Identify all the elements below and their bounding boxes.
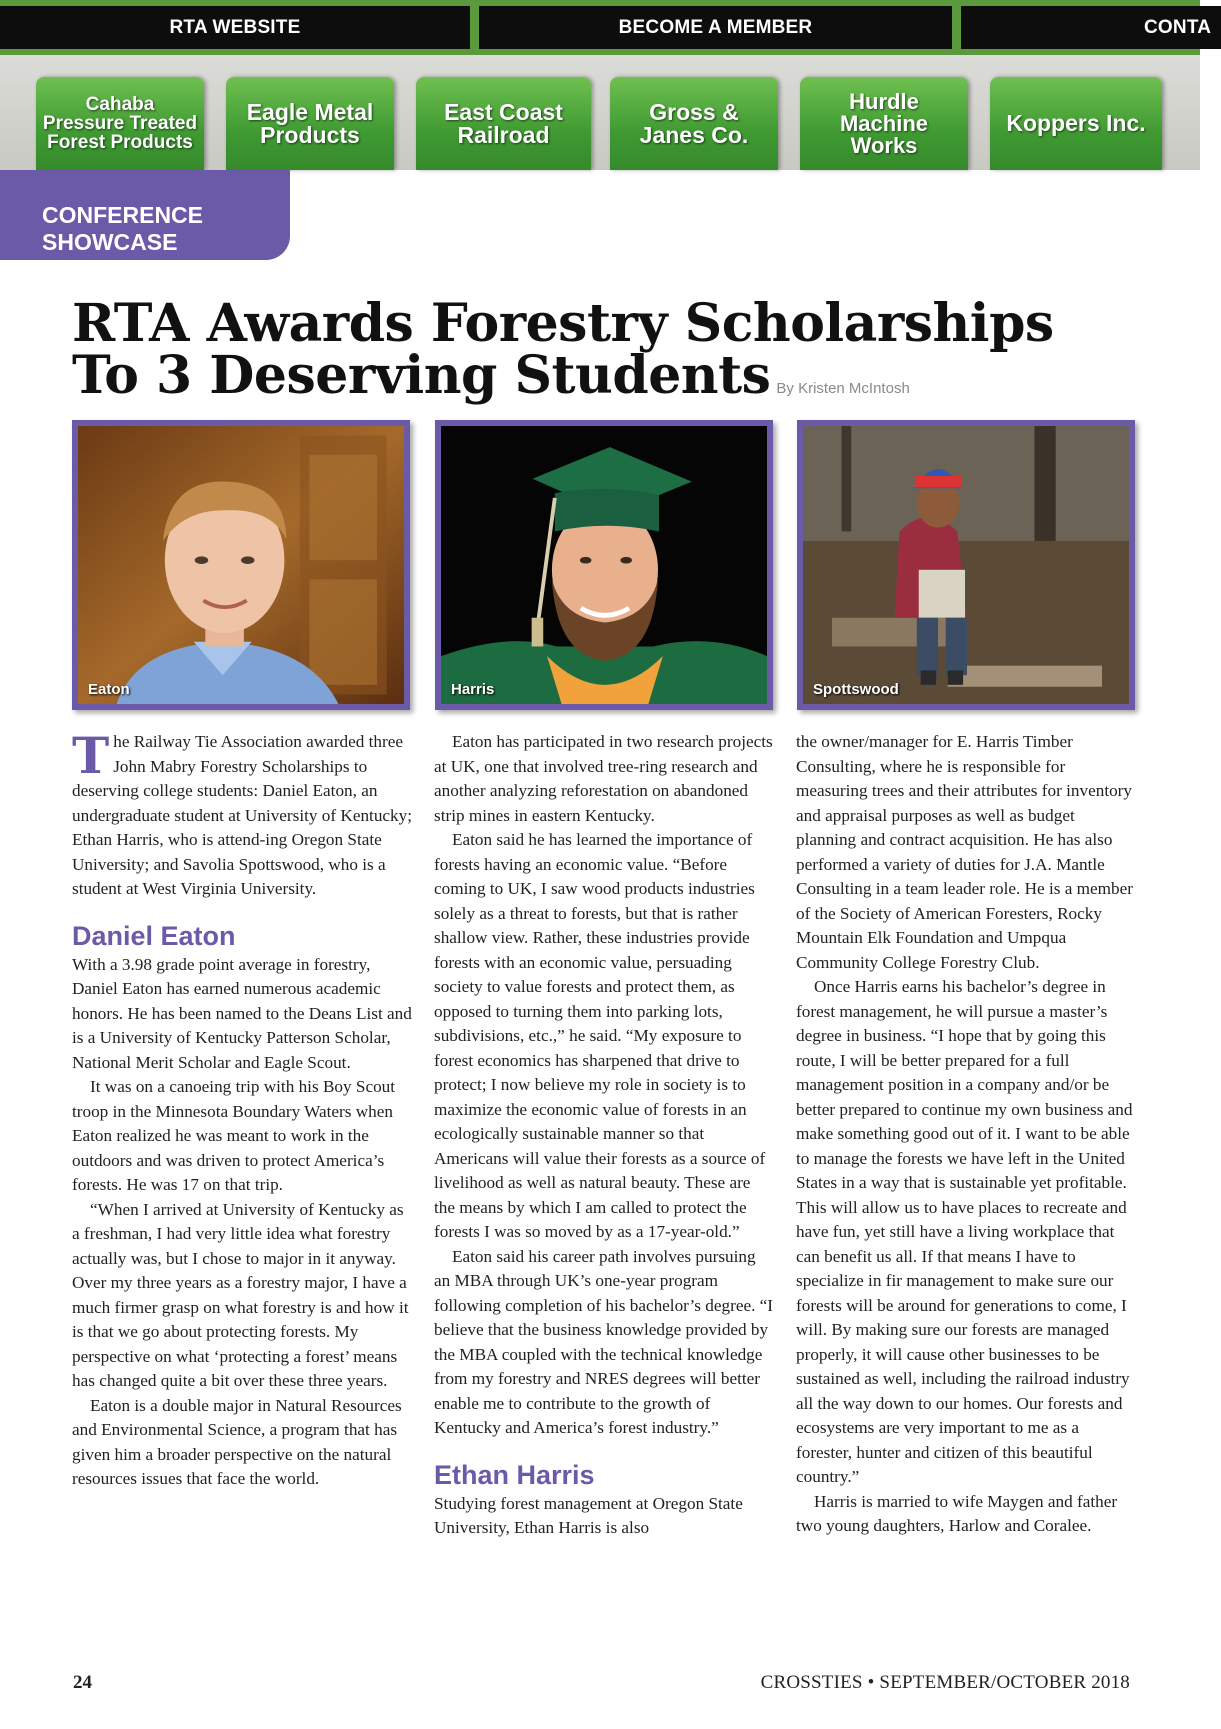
top-nav: [0, 0, 1212, 55]
photo-caption: Spottswood: [813, 681, 899, 698]
section-tab: [0, 170, 290, 260]
paragraph: Eaton is a double major in Natural Resources and Environmental Science, a program that has given him a broader perspective on the natural resources issues that face the world.: [72, 1395, 402, 1488]
byline: By Kristen McIntosh: [776, 380, 910, 397]
photo-harris: [435, 420, 773, 710]
article-column-1: [72, 726, 412, 1492]
paragraph: Harris is married to wife Maygen and father two young daughters, Harlow and Coralee.: [796, 1491, 1118, 1535]
section-line-1: CONFERENCE: [42, 202, 204, 228]
paragraph: With a 3.98 grade point average in forestry, Daniel Eaton has earned numerous academic honors. He has been named to the Deans List and is a University of Kentucky Patterson Scholar, National Merit Scholar and Eagle Scout.: [72, 954, 412, 1072]
sponsor-button-cahaba[interactable]: [36, 77, 204, 170]
subheading-ethan-harris: Ethan Harris: [434, 1459, 595, 1490]
nav-become-member-link[interactable]: BECOME A MEMBER: [479, 6, 952, 49]
sponsor-label: Koppers Inc.: [1006, 110, 1146, 136]
title-line-2: To 3 Deserving Students: [72, 345, 771, 406]
paragraph: Once Harris earns his bachelor’s degree in forest management, he will pursue a master’s degree in business. “I hope that by going this route, I will be better prepared for a full management position in a company and/or be better prepared to continue my own business and make something good out of it. I want to be able to manage the forests we have left in the United States in a way that is sustainable yet profitable. This will allow us to have places to recreate and have fun, yet still have a living workplace that can benefit us all. If that means I have to specialize in fir management to make sure our forests will be around for generations to come, I will. By making sure our forests are managed properly, it will cause other businesses to be sustained as well, including the railroad industry all the way down to our homes. Our forests and ecosystems are very important to me as a forester, hunter and citizen of this beautiful country.”: [796, 977, 1133, 1486]
article-title: [72, 293, 1132, 415]
sponsor-label: Hurdle Machine Works: [839, 88, 929, 158]
sponsor-label: Cahaba Pressure Treated Forest Products: [42, 94, 198, 153]
photo-eaton: [72, 420, 410, 710]
page-number: 24: [73, 1672, 92, 1693]
article-column-3: [796, 730, 1136, 1539]
section-line-2: SHOWCASE: [42, 229, 178, 255]
sponsor-button-gross-janes[interactable]: [610, 77, 778, 170]
nav-contact-link[interactable]: CONTA: [961, 6, 1221, 49]
drop-cap: T: [72, 726, 110, 785]
title-line-1: RTA Awards Forestry Scholarships: [72, 293, 1054, 354]
subheading-daniel-eaton: Daniel Eaton: [72, 920, 236, 951]
paragraph: Eaton said he has learned the importance of forests having an economic value. “Before coming to UK, I saw wood products industries solely as a threat to forests, but that is rather shallow view. Rather, these industries provide forests with an economic value, persuading society to value forests and protect them, as opposed to turning them into parking lots, subdivisions, etc.,” he said. “My exposure to forest economics has sharpened that drive to protect; I now believe my role in society is to maximize the economic value of forests in an ecologically sustainable manner so that Americans will value their forests as a source of livelihood as well as natural beauty. These are the means by which I am called to protect the forests I was so moved by as a 17-year-old.”: [434, 830, 766, 1241]
paragraph: It was on a canoeing trip with his Boy Scout troop in the Minnesota Boundary Waters when Eaton realized he was meant to work in the outdoors and was driven to protect America’s forests. He was 17 on that trip.: [72, 1077, 396, 1194]
photo-spottswood: [797, 420, 1135, 710]
paragraph: Eaton said his career path involves pursuing an MBA through UK’s one-year program following completion of his bachelor’s degree. “I believe that the business knowledge provided by the MBA coupled with the technical knowledge from my forestry and NRES degrees will better enable me to contribute to the growth of Kentucky and America’s forest industry.”: [434, 1246, 774, 1437]
intro-paragraph: The Railway Tie Association awarded three John Mabry Forestry Scholarships to deserving college students: Daniel Eaton, an undergraduate student at University of Kentucky; Ethan Harris, who is attend-ing Oregon State University; and Savolia Spottswood, who is a student at West Virginia University.: [72, 726, 412, 898]
sponsor-label: Eagle Metal Products: [246, 98, 374, 148]
sponsor-button-koppers[interactable]: [990, 77, 1162, 170]
paragraph: “When I arrived at University of Kentucky as a freshman, I had very little idea what forestry actually was, but I chose to major in it anyway. Over my three years as a forestry major, I have a much firmer grasp on what forestry is and how it is that we go about protecting forests. My perspective on what ‘protecting a forest’ means has changed quite a bit over these three years.: [72, 1199, 409, 1390]
sponsor-button-east-coast-railroad[interactable]: [416, 77, 591, 170]
article-column-2: [434, 730, 774, 1541]
nav-rta-website-link[interactable]: RTA WEBSITE: [0, 6, 470, 49]
sponsor-button-hurdle-machine[interactable]: [800, 77, 968, 170]
sponsor-label: East Coast Railroad: [444, 98, 563, 148]
photo-caption: Eaton: [88, 681, 130, 698]
portrait-harris-image: [441, 426, 767, 704]
sponsor-button-eagle-metal[interactable]: [226, 77, 394, 170]
publication-footer: CROSSTIES • SEPTEMBER/OCTOBER 2018: [760, 1672, 1130, 1693]
sponsor-label: Gross & Janes Co.: [639, 98, 749, 148]
sponsor-bar: [0, 55, 1200, 170]
portrait-spottswood-image: [803, 426, 1129, 704]
photo-caption: Harris: [451, 681, 495, 698]
paragraph: Studying forest management at Oregon State University, Ethan Harris is also: [434, 1493, 743, 1537]
paragraph: the owner/manager for E. Harris Timber Consulting, where he is responsible for measuring trees and their attributes for inventory and appraisal purposes as well as budget planning and contract acquisition. He has also performed a variety of duties for J.A. Mantle Consulting in a team leader role. He is a member of the Society of American Foresters, Rocky Mountain Elk Foundation and Umpqua Community College Forestry Club.: [796, 732, 1133, 972]
paragraph: Eaton has participated in two research projects at UK, one that involved tree-ring research and another analyzing reforestation on abandoned strip mines in eastern Kentucky.: [434, 732, 773, 825]
portrait-eaton-image: [78, 426, 404, 704]
